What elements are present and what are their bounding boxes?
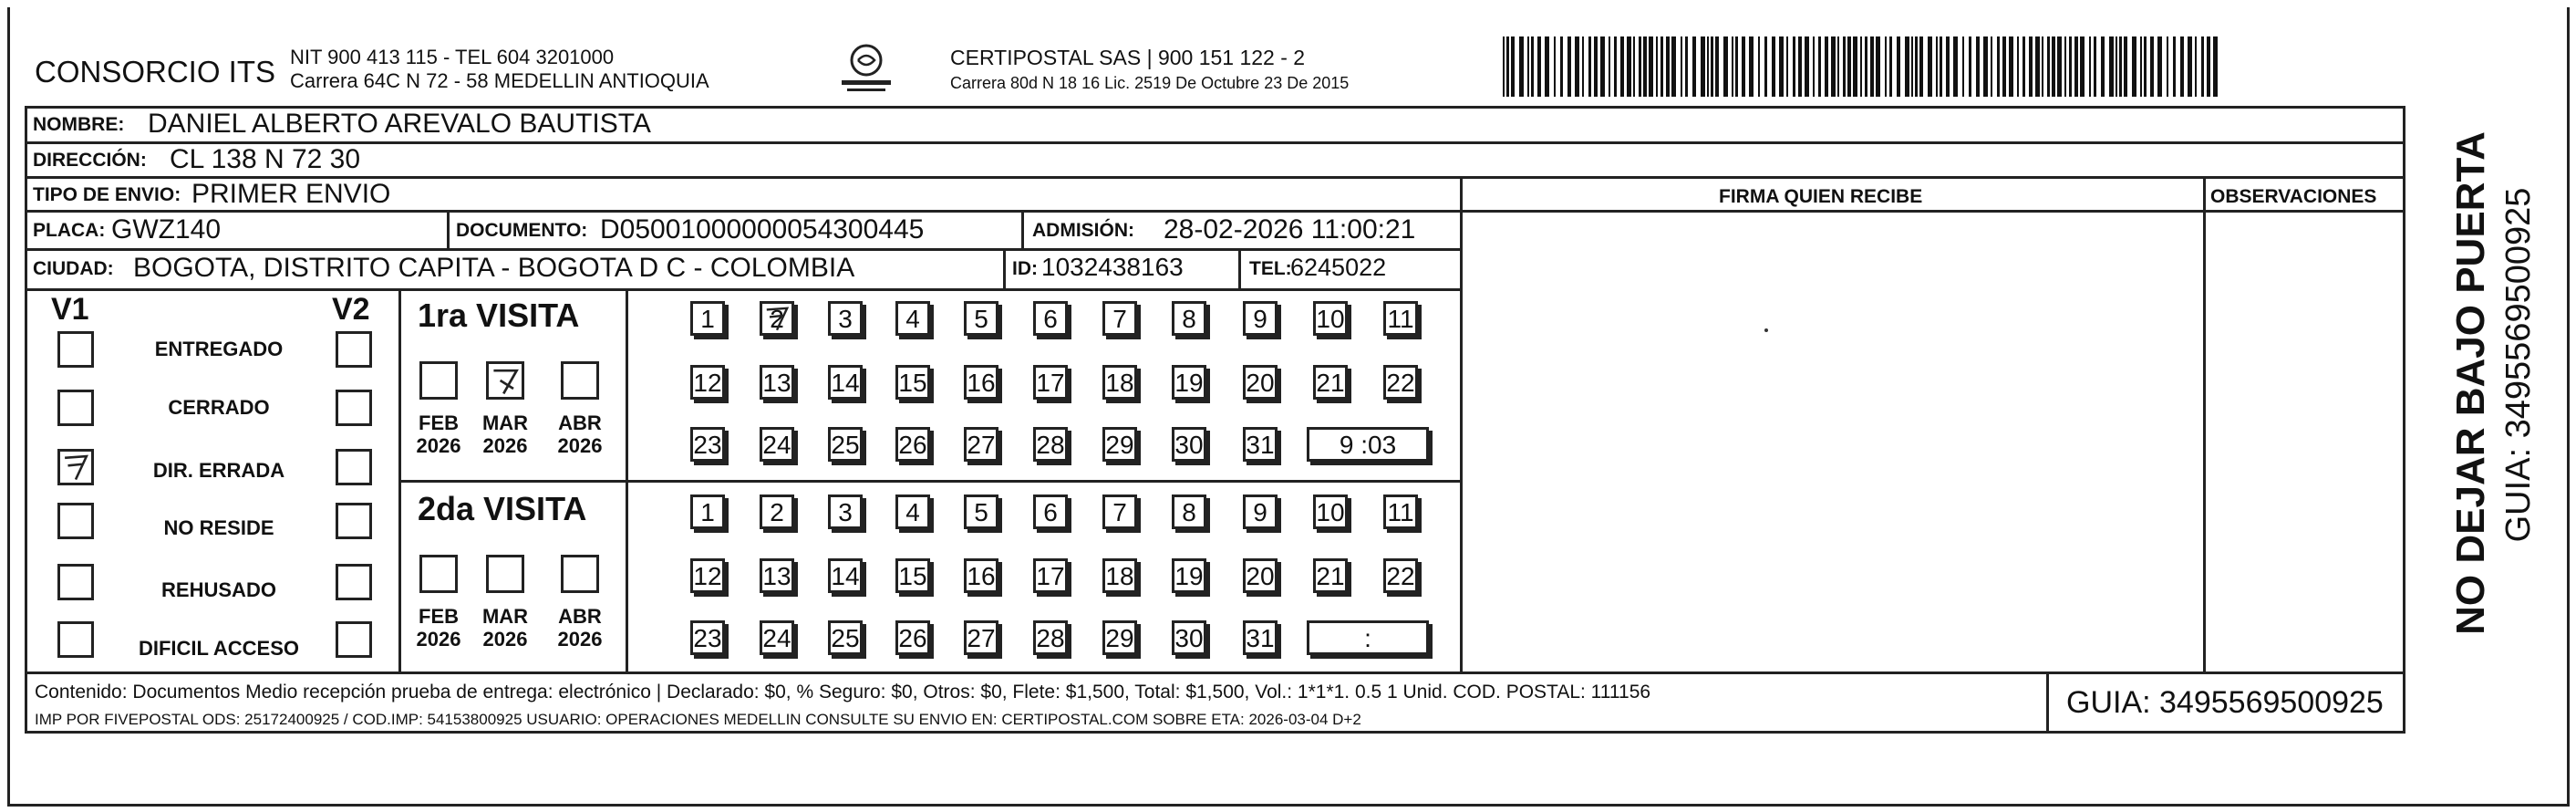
footer-content: Contenido: Documentos Medio recepción prueba de entrega: electrónico | Declarado: $0, % Seguro: $0, Otros: $0, Flete: $1,500, Total: $1,500, Vol.: 1*1*1. 0.5 1 Unid. COD. POSTAL: 111156 bbox=[35, 682, 1651, 703]
id-value: 1032438163 bbox=[1041, 253, 1184, 281]
day-box[interactable]: 9 bbox=[1243, 301, 1278, 336]
id-label: ID: bbox=[1012, 258, 1038, 279]
day-box[interactable]: 27 bbox=[964, 427, 998, 462]
day-box[interactable]: 28 bbox=[1033, 427, 1068, 462]
col-line bbox=[1238, 248, 1241, 288]
placa-value: GWZ140 bbox=[111, 214, 222, 245]
status-v2-checkbox[interactable] bbox=[336, 621, 372, 658]
day-box[interactable]: 13 bbox=[760, 558, 794, 593]
day-box[interactable]: 7 bbox=[1102, 301, 1137, 336]
row-line bbox=[25, 210, 2405, 213]
col-line bbox=[447, 213, 450, 249]
day-box[interactable]: 16 bbox=[964, 365, 998, 400]
day-box[interactable]: 4 bbox=[895, 494, 930, 529]
visit-month-label: ABR 2026 bbox=[557, 411, 603, 458]
visit-month-checkbox[interactable] bbox=[419, 361, 458, 400]
company-line-2: Carrera 64C N 72 - 58 MEDELLIN ANTIOQUIA bbox=[290, 69, 709, 92]
row-line bbox=[25, 141, 2405, 144]
day-box[interactable]: 29 bbox=[1102, 620, 1137, 655]
visit-month-checkbox[interactable] bbox=[486, 555, 524, 593]
day-box[interactable]: 6 bbox=[1033, 301, 1068, 336]
day-box[interactable]: 19 bbox=[1172, 365, 1206, 400]
col-line bbox=[2203, 176, 2206, 671]
day-box[interactable]: 19 bbox=[1172, 558, 1206, 593]
tel-label: TEL: bbox=[1249, 258, 1292, 279]
day-box[interactable]: 26 bbox=[895, 427, 930, 462]
visit-month-label: MAR 2026 bbox=[481, 605, 529, 651]
day-box[interactable]: 29 bbox=[1102, 427, 1137, 462]
footer-guia: GUIA: 3495569500925 bbox=[2066, 685, 2384, 720]
tipo-envio-value: PRIMER ENVIO bbox=[191, 179, 391, 209]
day-box[interactable]: 27 bbox=[964, 620, 998, 655]
status-label: REHUSADO bbox=[161, 578, 276, 601]
day-box[interactable]: 24 bbox=[760, 427, 794, 462]
observaciones-header: OBSERVACIONES bbox=[2210, 186, 2377, 207]
day-box[interactable]: 31 bbox=[1243, 427, 1278, 462]
visit-month-checkbox[interactable] bbox=[561, 555, 599, 593]
day-box[interactable]: 9 bbox=[1243, 494, 1278, 529]
barcode bbox=[1503, 36, 2223, 97]
day-box[interactable]: 10 bbox=[1313, 494, 1348, 529]
admision-label: ADMISIÓN: bbox=[1032, 220, 1134, 241]
visit-title: 1ra VISITA bbox=[418, 297, 580, 334]
status-v2-checkbox[interactable] bbox=[336, 331, 372, 368]
day-box[interactable]: 2 bbox=[760, 301, 794, 336]
visit-month-label: FEB 2026 bbox=[416, 411, 461, 458]
certipostal-logo bbox=[834, 40, 898, 104]
day-box[interactable]: 1 bbox=[690, 494, 725, 529]
status-v1-checkbox[interactable] bbox=[57, 564, 94, 600]
day-box[interactable]: 6 bbox=[1033, 494, 1068, 529]
visit-time-box[interactable]: : bbox=[1307, 620, 1429, 655]
day-box[interactable]: 25 bbox=[828, 427, 863, 462]
col-line bbox=[1021, 210, 1024, 248]
day-box[interactable]: 23 bbox=[690, 620, 725, 655]
day-box[interactable]: 28 bbox=[1033, 620, 1068, 655]
side-guia: GUIA: 3495569500925 bbox=[2499, 187, 2538, 543]
status-v2-checkbox[interactable] bbox=[336, 449, 372, 485]
day-box[interactable]: 1 bbox=[690, 301, 725, 336]
status-v1-checkbox[interactable] bbox=[57, 621, 94, 658]
visit-month-label: ABR 2026 bbox=[557, 605, 603, 651]
status-v1-checkbox[interactable] bbox=[57, 331, 94, 368]
day-box[interactable]: 14 bbox=[828, 365, 863, 400]
status-label: NO RESIDE bbox=[163, 516, 274, 539]
status-v2-checkbox[interactable] bbox=[336, 390, 372, 426]
status-v2-checkbox[interactable] bbox=[336, 503, 372, 539]
day-box[interactable]: 31 bbox=[1243, 620, 1278, 655]
status-label: ENTREGADO bbox=[154, 338, 284, 360]
day-box[interactable]: 13 bbox=[760, 365, 794, 400]
visit-month-label: MAR 2026 bbox=[481, 411, 529, 458]
day-box[interactable]: 5 bbox=[964, 301, 998, 336]
company-name: CONSORCIO ITS bbox=[35, 55, 276, 88]
direccion-value: CL 138 N 72 30 bbox=[170, 144, 361, 174]
day-box[interactable]: 30 bbox=[1172, 427, 1206, 462]
col-line bbox=[1460, 176, 1463, 671]
company-line-1: NIT 900 413 115 - TEL 604 3201000 bbox=[290, 46, 615, 68]
day-box[interactable]: 3 bbox=[828, 301, 863, 336]
status-v2-checkbox[interactable] bbox=[336, 564, 372, 600]
row-line bbox=[25, 288, 1461, 291]
day-box[interactable]: 12 bbox=[690, 558, 725, 593]
day-box[interactable]: 7 bbox=[1102, 494, 1137, 529]
admision-value: 28-02-2026 11:00:21 bbox=[1164, 214, 1416, 245]
col-line bbox=[1003, 248, 1006, 288]
day-box[interactable]: 20 bbox=[1243, 558, 1278, 593]
status-v1-checkbox[interactable] bbox=[57, 390, 94, 426]
status-label: DIFICIL ACCESO bbox=[138, 637, 299, 660]
documento-label: DOCUMENTO: bbox=[456, 220, 588, 241]
v1-label: V1 bbox=[51, 292, 89, 327]
day-box[interactable]: 22 bbox=[1383, 365, 1418, 400]
direccion-label: DIRECCIÓN: bbox=[33, 150, 147, 171]
day-box[interactable]: 20 bbox=[1243, 365, 1278, 400]
carrier-line-2: Carrera 80d N 18 16 Lic. 2519 De Octubre 23 De 2015 bbox=[950, 74, 1350, 92]
day-box[interactable]: 30 bbox=[1172, 620, 1206, 655]
firma-header: FIRMA QUIEN RECIBE bbox=[1719, 186, 1923, 207]
visit-month-checkbox[interactable] bbox=[419, 555, 458, 593]
day-box[interactable]: 12 bbox=[690, 365, 725, 400]
day-box[interactable]: 11 bbox=[1383, 301, 1418, 336]
day-box[interactable]: 8 bbox=[1172, 301, 1206, 336]
status-v1-checkbox[interactable] bbox=[57, 503, 94, 539]
day-box[interactable]: 3 bbox=[828, 494, 863, 529]
visit-month-label: FEB 2026 bbox=[416, 605, 461, 651]
day-box[interactable]: 17 bbox=[1033, 558, 1068, 593]
day-box[interactable]: 22 bbox=[1383, 558, 1418, 593]
day-box[interactable]: 15 bbox=[895, 558, 930, 593]
row-line bbox=[398, 480, 1461, 483]
day-box[interactable]: 18 bbox=[1102, 365, 1137, 400]
placa-label: PLACA: bbox=[33, 220, 106, 241]
visit-time-box[interactable]: 9 :03 bbox=[1307, 427, 1429, 462]
day-box[interactable]: 25 bbox=[828, 620, 863, 655]
day-box[interactable]: 24 bbox=[760, 620, 794, 655]
day-box[interactable]: 4 bbox=[895, 301, 930, 336]
status-label: DIR. ERRADA bbox=[152, 459, 285, 482]
nombre-label: NOMBRE: bbox=[33, 114, 125, 135]
row-line bbox=[25, 248, 1461, 251]
side-warning: NO DEJAR BAJO PUERTA bbox=[2448, 131, 2493, 635]
v2-label: V2 bbox=[332, 292, 370, 327]
day-box[interactable]: 14 bbox=[828, 558, 863, 593]
visit-title: 2da VISITA bbox=[418, 490, 587, 527]
day-box[interactable]: 21 bbox=[1313, 365, 1348, 400]
day-box[interactable]: 16 bbox=[964, 558, 998, 593]
documento-value: D05001000000054300445 bbox=[600, 214, 925, 245]
status-v1-checkbox[interactable] bbox=[57, 449, 94, 485]
footer-print-info: IMP POR FIVEPOSTAL ODS: 25172400925 / COD.IMP: 54153800925 USUARIO: OPERACIONES MEDELLIN CONSULTE SU ENVIO EN: CERTIPOSTAL.COM SOBRE ETA: 2026-03-04 D+2 bbox=[35, 711, 1361, 728]
visit-month-checkbox[interactable] bbox=[486, 361, 524, 400]
visit-month-checkbox[interactable] bbox=[561, 361, 599, 400]
carrier-line-1: CERTIPOSTAL SAS | 900 151 122 - 2 bbox=[950, 46, 1306, 69]
day-box[interactable]: 21 bbox=[1313, 558, 1348, 593]
day-box[interactable]: 18 bbox=[1102, 558, 1137, 593]
day-box[interactable]: 17 bbox=[1033, 365, 1068, 400]
nombre-value: DANIEL ALBERTO AREVALO BAUTISTA bbox=[148, 109, 651, 139]
day-box[interactable]: 26 bbox=[895, 620, 930, 655]
status-label: CERRADO bbox=[168, 396, 270, 419]
tel-value: 6245022 bbox=[1290, 254, 1387, 281]
ciudad-label: CIUDAD: bbox=[33, 258, 114, 279]
day-box[interactable]: 23 bbox=[690, 427, 725, 462]
day-box[interactable]: 2 bbox=[760, 494, 794, 529]
day-box[interactable]: 15 bbox=[895, 365, 930, 400]
day-box[interactable]: 8 bbox=[1172, 494, 1206, 529]
day-box[interactable]: 11 bbox=[1383, 494, 1418, 529]
ciudad-value: BOGOTA, DISTRITO CAPITA - BOGOTA D C - COLOMBIA bbox=[133, 253, 855, 283]
day-box[interactable]: 10 bbox=[1313, 301, 1348, 336]
tipo-envio-label: TIPO DE ENVIO: bbox=[33, 184, 181, 205]
stray-mark bbox=[1764, 328, 1768, 332]
day-box[interactable]: 5 bbox=[964, 494, 998, 529]
